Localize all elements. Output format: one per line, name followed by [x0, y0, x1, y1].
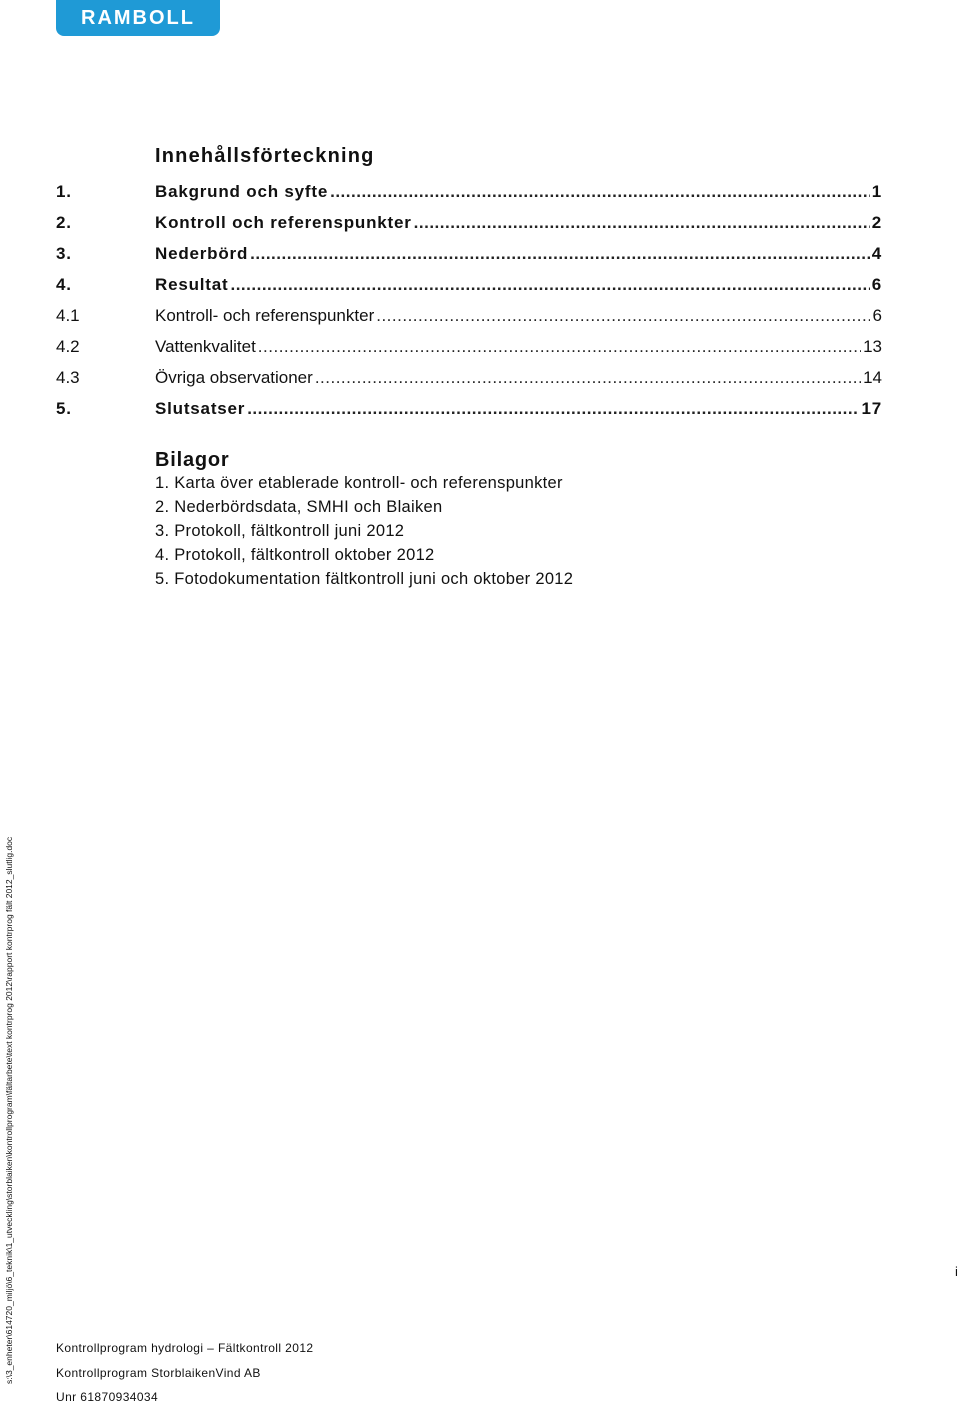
- toc-entry-page: 4: [871, 243, 882, 263]
- toc-heading: Innehållsförteckning: [155, 145, 375, 167]
- toc-dot-leader: [376, 306, 870, 326]
- toc-entry-page: 2: [871, 212, 882, 232]
- toc-entry-title: Bakgrund och syfte: [155, 181, 329, 201]
- ramboll-logo: RAMBOLL: [56, 0, 220, 36]
- toc-entry-5[interactable]: [56, 393, 882, 424]
- toc-entry-number: 5.: [56, 398, 72, 418]
- toc-entry-title: Kontroll- och referenspunkter: [155, 305, 375, 325]
- toc-dot-leader: [250, 244, 870, 264]
- toc-entry-1[interactable]: [56, 176, 882, 207]
- toc-entry-2[interactable]: [56, 207, 882, 238]
- table-of-contents: [56, 176, 882, 424]
- toc-entry-page: 6: [871, 274, 882, 294]
- toc-entry-4-3[interactable]: [56, 362, 882, 393]
- toc-entry-number: 3.: [56, 243, 72, 263]
- appendix-item: 1. Karta över etablerade kontroll- och referenspunkter: [155, 474, 563, 492]
- toc-entry-3[interactable]: [56, 238, 882, 269]
- toc-dot-leader: [315, 368, 861, 388]
- file-path-margin-text: s:\3_enheter\614720_miljö\6_teknik\1_utveckling\storblaiken\kontrollprogram\fältarbete\text kontrprog 2012\rapport kontrprog fält 2012_slutlig.doc: [4, 836, 14, 1384]
- toc-entry-title: Nederbörd: [155, 243, 249, 263]
- page-number: i: [955, 1264, 958, 1279]
- toc-entry-page: 17: [861, 398, 882, 418]
- toc-entry-page: 1: [871, 181, 882, 201]
- toc-dot-leader: [247, 399, 859, 419]
- toc-entry-number: 4.3: [56, 367, 80, 387]
- toc-entry-4[interactable]: [56, 269, 882, 300]
- appendix-item: 4. Protokoll, fältkontroll oktober 2012: [155, 546, 435, 564]
- toc-entry-title: Vattenkvalitet: [155, 336, 256, 356]
- toc-entry-page: 13: [863, 336, 882, 356]
- appendices-list: [155, 471, 573, 591]
- toc-entry-title: Resultat: [155, 274, 229, 294]
- toc-entry-4-2[interactable]: [56, 331, 882, 362]
- appendix-item: 3. Protokoll, fältkontroll juni 2012: [155, 522, 405, 540]
- toc-entry-number: 4.: [56, 274, 72, 294]
- toc-entry-title: Slutsatser: [155, 398, 246, 418]
- toc-entry-page: 6: [872, 305, 882, 325]
- footer-line-1: Kontrollprogram hydrologi – Fältkontroll 2012: [56, 1341, 314, 1355]
- toc-entry-title: Övriga observationer: [155, 367, 313, 387]
- toc-dot-leader: [330, 182, 870, 202]
- toc-entry-title: Kontroll och referenspunkter: [155, 212, 412, 232]
- appendix-item: 2. Nederbördsdata, SMHI och Blaiken: [155, 498, 443, 516]
- appendices-heading: Bilagor: [155, 449, 230, 471]
- toc-entry-page: 14: [863, 367, 882, 387]
- footer-line-3: Unr 61870934034: [56, 1390, 159, 1404]
- toc-dot-leader: [230, 275, 869, 295]
- toc-entry-4-1[interactable]: [56, 300, 882, 331]
- toc-dot-leader: [414, 213, 870, 233]
- toc-entry-number: 1.: [56, 181, 72, 201]
- toc-entry-number: 2.: [56, 212, 72, 232]
- toc-entry-number: 4.1: [56, 305, 80, 325]
- toc-entry-number: 4.2: [56, 336, 80, 356]
- appendix-item: 5. Fotodokumentation fältkontroll juni och oktober 2012: [155, 570, 574, 588]
- toc-dot-leader: [258, 337, 861, 357]
- footer-line-2: Kontrollprogram StorblaikenVind AB: [56, 1366, 261, 1380]
